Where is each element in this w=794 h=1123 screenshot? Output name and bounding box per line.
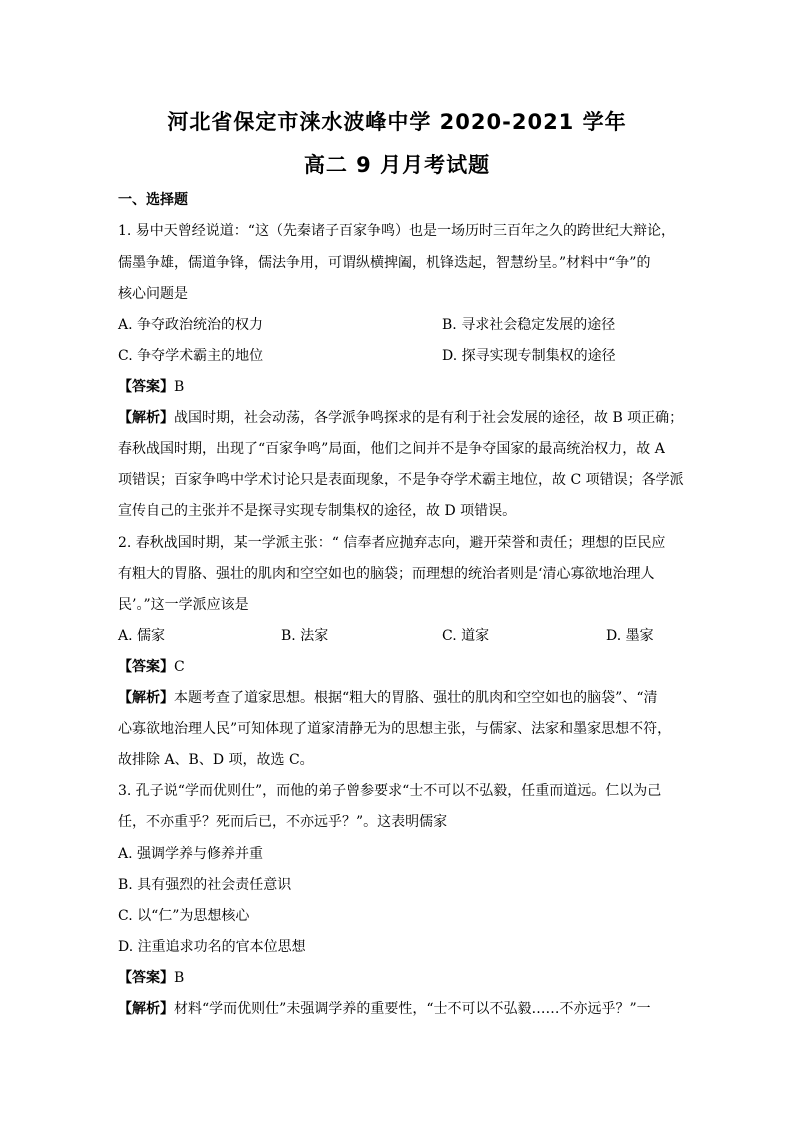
analysis-label: 【解析】 [118, 1001, 174, 1017]
question-2-stem-line: 2. 春秋战国时期，某一学派主张：“ 信奉者应抛弃志向，避开荣誉和责任；理想的臣民应 [118, 535, 666, 551]
question-1-option-a: A. 争夺政治统治的权力 [118, 317, 264, 333]
question-2-analysis-line: 故排除 A、B、D 项，故选 C。 [118, 752, 314, 768]
question-2-option-a: A. 儒家 [118, 628, 166, 644]
answer-label: 【答案】 [118, 970, 174, 986]
question-3-answer [118, 969, 184, 987]
answer-value: B [174, 379, 185, 395]
question-2-answer [118, 658, 185, 676]
question-2-option-d: D. 墨家 [606, 628, 654, 644]
question-2-analysis [118, 689, 657, 707]
question-1-analysis-line: 宣传自己的主张并不是探寻实现专制集权的途径，故 D 项错误。 [118, 503, 517, 519]
question-2-stem-line: 有粗大的胃胳、强壮的肌肉和空空如也的脑袋；而理想的统治者则是‘清心寡欲地治理人 [118, 566, 655, 582]
section-heading: 一、选择题 [118, 192, 188, 208]
analysis-label: 【解析】 [118, 690, 174, 706]
question-3-option-d: D. 注重追求功名的官本位思想 [118, 939, 306, 955]
question-3-option-c: C. 以“仁”为思想核心 [118, 908, 250, 924]
question-1-analysis [118, 409, 683, 427]
answer-value: C [174, 659, 185, 675]
question-2-analysis-line: 心寡欲地治理人民”可知体现了道家清静无为的思想主张，与儒家、法家和墨家思想不符， [118, 721, 672, 737]
question-2-stem-line: 民’。”这一学派应该是 [118, 597, 249, 613]
document-title: 河北省保定市涞水波峰中学 2020-2021 学年 [167, 110, 627, 134]
analysis-line: 战国时期，社会动荡，各学派争鸣探求的是有利于社会发展的途径，故 B 项正确； [174, 410, 684, 426]
question-1-answer [118, 378, 184, 396]
question-1-option-b: B. 寻求社会稳定发展的途径 [442, 317, 616, 333]
analysis-label: 【解析】 [118, 410, 174, 426]
question-1-stem-line: 核心问题是 [118, 286, 188, 302]
question-1-option-c: C. 争夺学术霸主的地位 [118, 348, 264, 364]
answer-value: B [174, 970, 185, 986]
question-1-stem-line: 儒墨争雄，儒道争锋，儒法争用，可谓纵横捭阖，机锋迭起，智慧纷呈。”材料中“争”的 [118, 255, 651, 271]
question-3-option-a: A. 强调学养与修养并重 [118, 846, 264, 862]
question-1-stem-line: 1. 易中天曾经说道：“这（先秦诸子百家争鸣）也是一场历时三百年之久的跨世纪大辩论， [118, 223, 675, 239]
question-1-option-d: D. 探寻实现专制集权的途径 [442, 348, 616, 364]
question-1-analysis-line: 项错误；百家争鸣中学术讨论只是表面现象，不是争夺学术霸主地位，故 C 项错误；各学派 [118, 472, 684, 488]
analysis-line: 本题考查了道家思想。根据“粗大的胃胳、强壮的肌肉和空空如也的脑袋”、“清 [174, 690, 658, 706]
analysis-line: 材料“学而优则仕”未强调学养的重要性，“士不可以不弘毅……不亦远乎？”一 [174, 1001, 651, 1017]
question-2-option-c: C. 道家 [442, 628, 490, 644]
question-3-analysis [118, 1000, 651, 1018]
question-3-stem-line: 3. 孔子说“学而优则仕”，而他的弟子曾参要求“士不可以不弘毅，任重而道远。仁以为己 [118, 783, 662, 799]
answer-label: 【答案】 [118, 659, 174, 675]
question-2-option-b: B. 法家 [281, 628, 329, 644]
question-1-analysis-line: 春秋战国时期，出现了“百家争鸣”局面，他们之间并不是争夺国家的最高统治权力，故 A [118, 441, 665, 457]
answer-label: 【答案】 [118, 379, 174, 395]
question-3-option-b: B. 具有强烈的社会责任意识 [118, 877, 292, 893]
document-subtitle: 高二 9 月月考试题 [303, 153, 491, 177]
question-3-stem-line: 任，不亦重乎？死而后已，不亦远乎？”。这表明儒家 [118, 814, 448, 830]
